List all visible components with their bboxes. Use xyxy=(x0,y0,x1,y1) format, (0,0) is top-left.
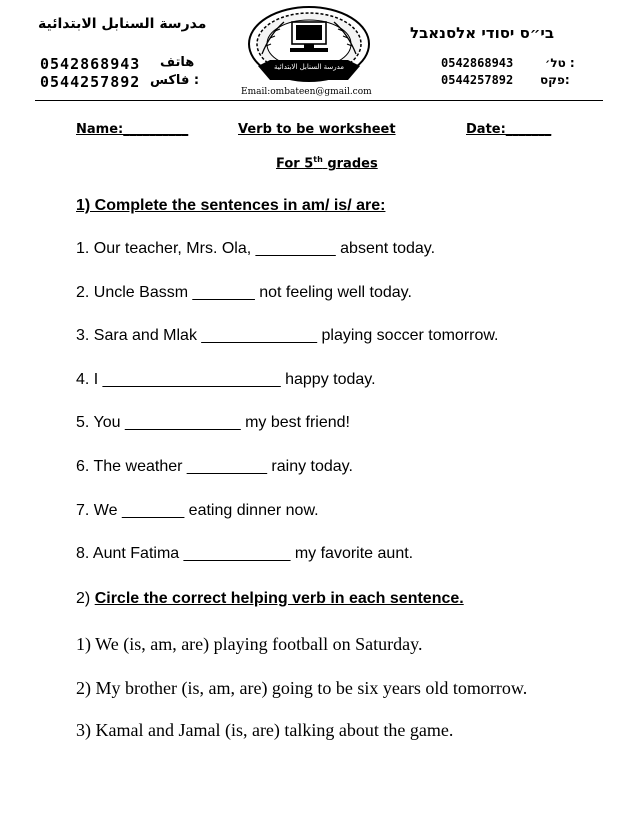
worksheet-title: Verb to be worksheet xyxy=(238,122,396,137)
section2-heading xyxy=(76,590,464,608)
section1-item: 2. Uncle Bassm _______ not feeling well today. xyxy=(76,284,412,301)
section2-title: Circle the correct helping verb in each sentence. xyxy=(94,590,464,607)
phone-label-arabic: هاتف xyxy=(160,55,195,70)
logo-banner-text: مدرسة السنابل الابتدائية xyxy=(273,63,345,71)
section1-item: 5. You _____________ my best friend! xyxy=(76,414,350,431)
school-name-hebrew: בי״ס יסודי אלסנאבל xyxy=(410,24,554,42)
fax-label-hebrew: פקס: xyxy=(540,73,570,87)
grade-line xyxy=(276,155,378,171)
date-field: Date:_______ xyxy=(466,122,552,137)
section1-item: 3. Sara and Mlak _____________ playing soccer tomorrow. xyxy=(76,327,499,344)
section1-heading: 1) Complete the sentences in am/ is/ are: xyxy=(76,197,386,214)
section2-item: 2) My brother (is, am, are) going to be six years old tomorrow. xyxy=(76,678,528,698)
school-logo xyxy=(240,4,378,92)
section1-item: 1. Our teacher, Mrs. Ola, _________ absent today. xyxy=(76,240,436,257)
fax-number-arabic-side: 0544257892 xyxy=(40,73,141,91)
school-name-arabic: مدرسة السنابل الابتدائية xyxy=(38,16,207,32)
phone-number-hebrew-side: 0542868943 xyxy=(441,56,514,70)
section1-item: 6. The weather _________ rainy today. xyxy=(76,458,353,475)
grade-ordinal: th xyxy=(313,155,323,164)
school-seal-graphic xyxy=(240,4,378,92)
email-address: Email:ombateen@gmail.com xyxy=(241,87,372,97)
grade-prefix: For 5 xyxy=(276,156,314,172)
grade-suffix: grades xyxy=(327,156,378,172)
fax-label-arabic: فاكس : xyxy=(150,73,200,88)
name-field: Name:__________ xyxy=(76,122,189,137)
section2-item: 3) Kamal and Jamal (is, are) talking about the game. xyxy=(76,720,454,740)
section1-item: 7. We _______ eating dinner now. xyxy=(76,502,319,519)
section2-item: 1) We (is, am, are) playing football on Saturday. xyxy=(76,634,423,654)
letterhead-divider xyxy=(35,100,603,101)
phone-label-hebrew: טל׳ : xyxy=(545,56,575,70)
fax-number-hebrew-side: 0544257892 xyxy=(441,73,514,87)
phone-number-arabic-side: 0542868943 xyxy=(40,55,141,73)
section1-item: 8. Aunt Fatima ____________ my favorite aunt. xyxy=(76,545,414,562)
section1-item: 4. I ____________________ happy today. xyxy=(76,371,376,388)
section2-number: 2) xyxy=(76,590,91,607)
